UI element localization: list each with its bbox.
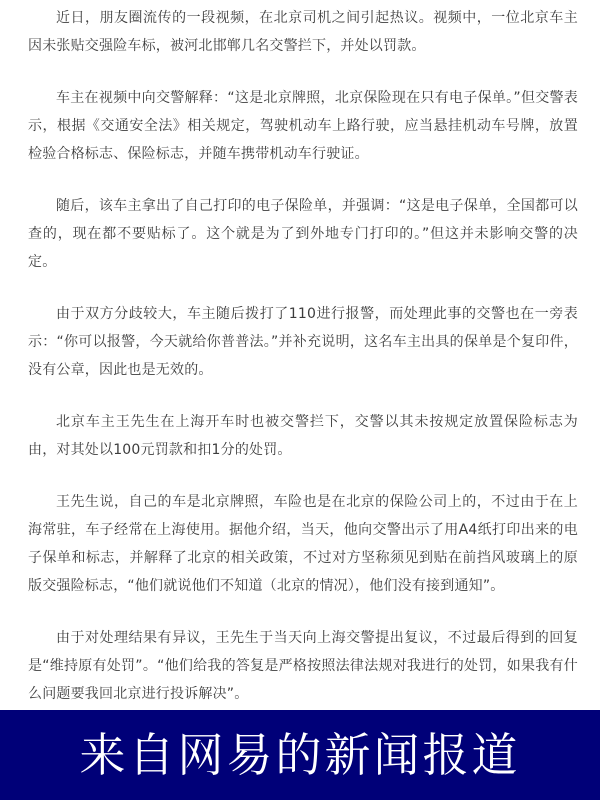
- article-paragraph-5: 北京车主王先生在上海开车时也被交警拦下，交警以其未按规定放置保险标志为由，对其处以100元罚款和扣1分的处罚。: [28, 414, 578, 458]
- article-paragraph-3: 随后，该车主拿出了自己打印的电子保险单，并强调：“这是电子保单，全国都可以查的，现在都不要贴标了。这个就是为了到外地专门打印的。”但这并未影响交警的决定。: [28, 198, 578, 270]
- article-paragraph-6: 王先生说，自己的车是北京牌照，车险也是在北京的保险公司上的，不过由于在上海常驻，车子经常在上海使用。据他介绍，当天，他向交警出示了用A4纸打印出来的电子保单和标志，并解释了北京的相关政策，不过对方坚称须见到贴在前挡风玻璃上的原版交强险标志，“他们就说他们不知道（北京的情况），他们没有接到通知”。: [28, 494, 578, 594]
- article-paragraph-7: 由于对处理结果有异议，王先生于当天向上海交警提出复议，不过最后得到的回复是“维持原有处罚”。“他们给我的答复是严格按照法律法规对我进行的处罚，如果我有什么问题要我回北京进行投诉解决”。: [28, 630, 578, 702]
- source-banner: [0, 710, 600, 800]
- article-paragraph-2: 车主在视频中向交警解释：“这是北京牌照，北京保险现在只有电子保单。”但交警表示，根据《交通安全法》相关规定，驾驶机动车上路行驶，应当悬挂机动车号牌，放置检验合格标志、保险标志，并随车携带机动车行驶证。: [28, 90, 578, 162]
- article-paragraph-4: 由于双方分歧较大，车主随后拨打了110进行报警，而处理此事的交警也在一旁表示：“你可以报警，今天就给你普普法。”并补充说明，这名车主出具的保单是个复印件，没有公章，因此也是无效的。: [28, 306, 578, 378]
- article-paragraph-1: 近日，朋友圈流传的一段视频，在北京司机之间引起热议。视频中，一位北京车主因未张贴交强险车标，被河北邯郸几名交警拦下，并处以罚款。: [28, 10, 578, 54]
- source-banner-text: 来自网易的新闻报道: [79, 728, 521, 782]
